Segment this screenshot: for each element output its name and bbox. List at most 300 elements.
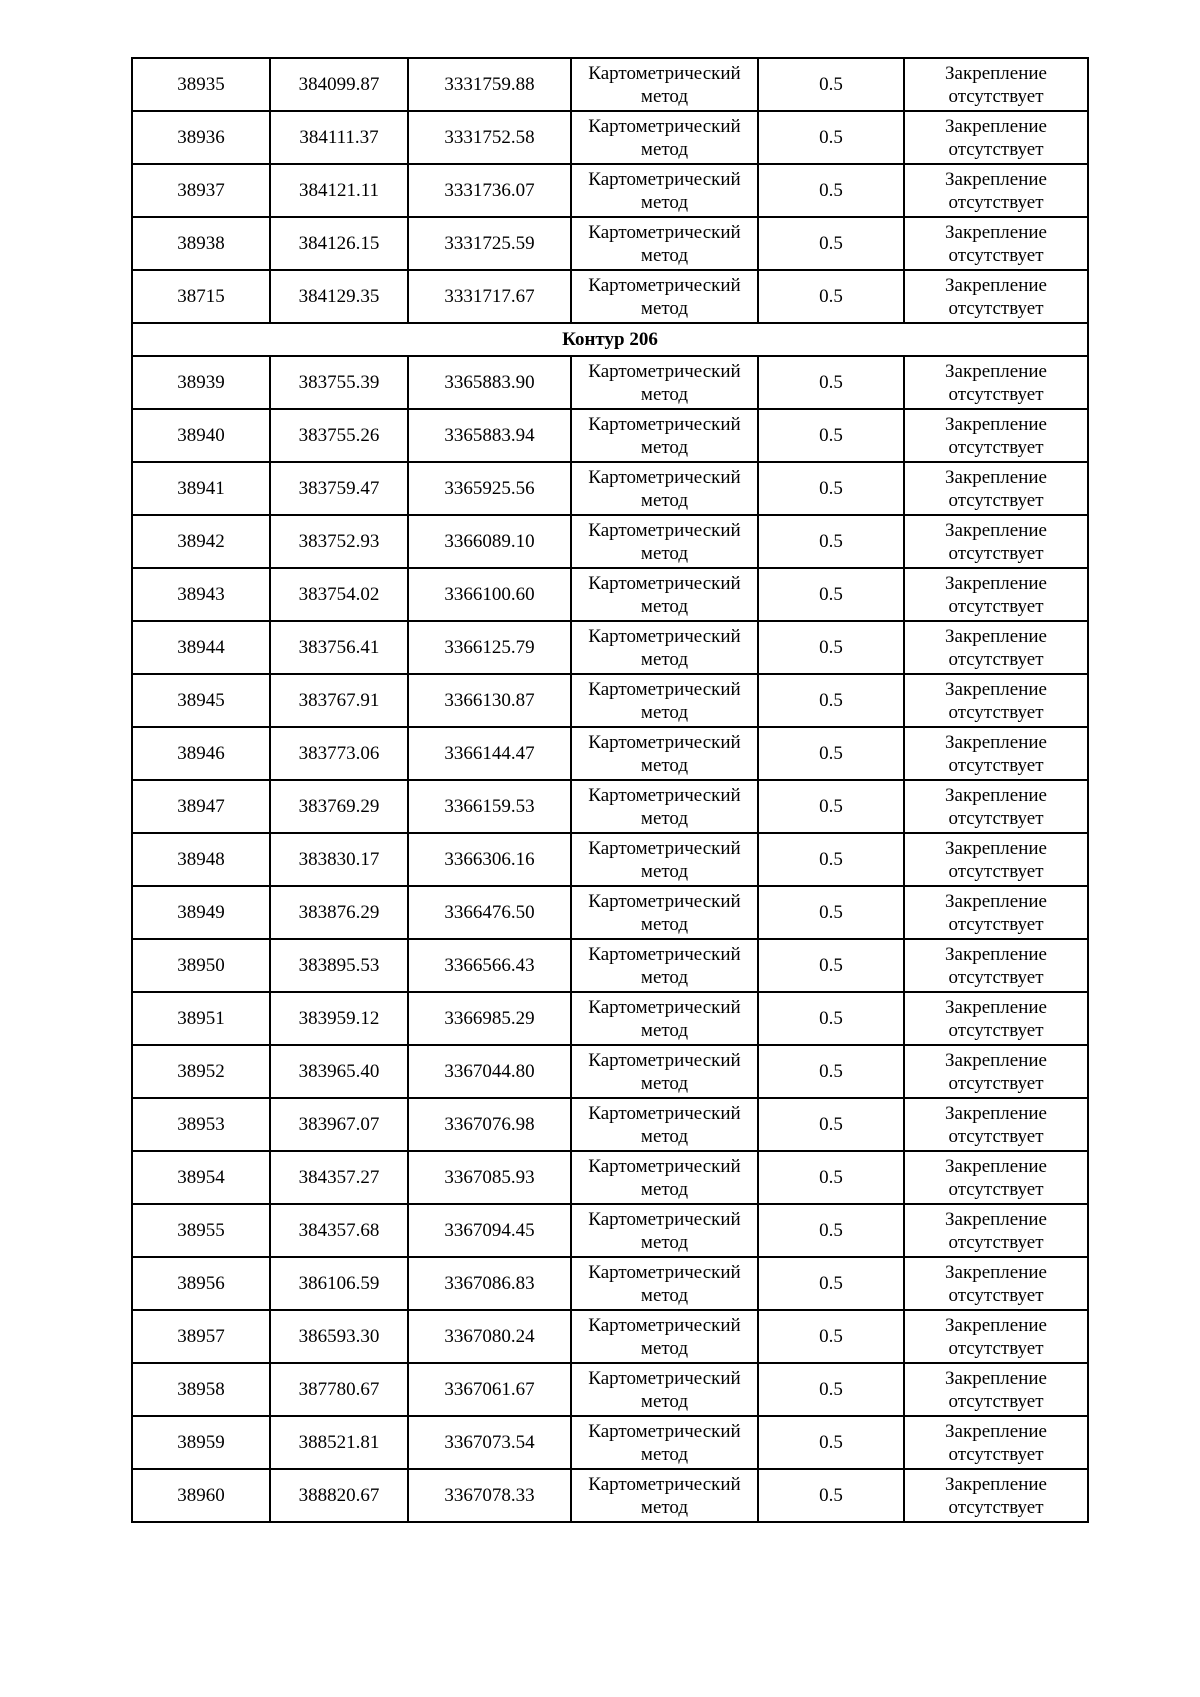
fixing-cell-line: отсутствует [948,1284,1044,1306]
accuracy-cell: 0.5 [758,111,904,164]
method-cell-line: Картометрический [588,221,741,243]
table-row [132,217,1088,270]
method-cell-line: Картометрический [588,274,741,296]
method-cell [571,58,758,111]
fixing-cell [904,992,1088,1045]
fixing-cell [904,58,1088,111]
method-cell-line: Картометрический [588,1155,741,1177]
fixing-cell-line: отсутствует [948,489,1044,511]
y-coordinate-cell: 3365883.90 [408,356,571,409]
point-number-cell: 38942 [132,515,270,568]
method-cell-line: Картометрический [588,168,741,190]
table-row [132,1151,1088,1204]
method-cell-line: Картометрический [588,1473,741,1495]
accuracy-cell: 0.5 [758,1204,904,1257]
method-cell-line: метод [640,1019,689,1041]
fixing-cell [904,886,1088,939]
method-cell-line: Картометрический [588,572,741,594]
fixing-cell-line: отсутствует [948,297,1044,319]
fixing-cell-line: Закрепление [945,572,1047,594]
accuracy-cell: 0.5 [758,1151,904,1204]
fixing-cell-line: отсутствует [948,542,1044,564]
y-coordinate-cell: 3367073.54 [408,1416,571,1469]
x-coordinate-cell: 384129.35 [270,270,408,323]
fixing-cell-line: отсутствует [948,85,1044,107]
table-row [132,992,1088,1045]
method-cell-line: Картометрический [588,943,741,965]
table-row [132,58,1088,111]
fixing-cell-line: отсутствует [948,754,1044,776]
method-cell-line: Картометрический [588,466,741,488]
fixing-cell [904,1151,1088,1204]
accuracy-cell: 0.5 [758,568,904,621]
method-cell-line: Картометрический [588,625,741,647]
method-cell-line: Картометрический [588,360,741,382]
fixing-cell-line: Закрепление [945,1420,1047,1442]
method-cell [571,568,758,621]
fixing-cell-line: Закрепление [945,168,1047,190]
fixing-cell [904,409,1088,462]
y-coordinate-cell: 3366089.10 [408,515,571,568]
x-coordinate-cell: 386106.59 [270,1257,408,1310]
method-cell-line: метод [640,1231,689,1253]
fixing-cell [904,568,1088,621]
accuracy-cell: 0.5 [758,1045,904,1098]
fixing-cell-line: Закрепление [945,1314,1047,1336]
method-cell-line: Картометрический [588,890,741,912]
fixing-cell-line: Закрепление [945,360,1047,382]
fixing-cell-line: отсутствует [948,648,1044,670]
fixing-cell-line: Закрепление [945,519,1047,541]
x-coordinate-cell: 383755.39 [270,356,408,409]
fixing-cell-line: Закрепление [945,678,1047,700]
accuracy-cell: 0.5 [758,1469,904,1522]
fixing-cell-line: Закрепление [945,1208,1047,1230]
table-row [132,939,1088,992]
accuracy-cell: 0.5 [758,727,904,780]
y-coordinate-cell: 3367044.80 [408,1045,571,1098]
fixing-cell [904,1257,1088,1310]
x-coordinate-cell: 383769.29 [270,780,408,833]
fixing-cell [904,111,1088,164]
accuracy-cell: 0.5 [758,621,904,674]
point-number-cell: 38949 [132,886,270,939]
x-coordinate-cell: 383759.47 [270,462,408,515]
point-number-cell: 38956 [132,1257,270,1310]
y-coordinate-cell: 3367085.93 [408,1151,571,1204]
method-cell-line: Картометрический [588,678,741,700]
fixing-cell-line: отсутствует [948,1178,1044,1200]
table-row [132,1416,1088,1469]
y-coordinate-cell: 3366985.29 [408,992,571,1045]
table-row [132,270,1088,323]
accuracy-cell: 0.5 [758,217,904,270]
y-coordinate-cell: 3365883.94 [408,409,571,462]
y-coordinate-cell: 3367061.67 [408,1363,571,1416]
table-row [132,1257,1088,1310]
method-cell [571,462,758,515]
point-number-cell: 38937 [132,164,270,217]
accuracy-cell: 0.5 [758,992,904,1045]
fixing-cell-line: Закрепление [945,837,1047,859]
fixing-cell-line: отсутствует [948,913,1044,935]
accuracy-cell: 0.5 [758,780,904,833]
x-coordinate-cell: 383965.40 [270,1045,408,1098]
method-cell [571,409,758,462]
method-cell-line: Картометрический [588,1420,741,1442]
x-coordinate-cell: 383756.41 [270,621,408,674]
point-number-cell: 38947 [132,780,270,833]
y-coordinate-cell: 3366144.47 [408,727,571,780]
method-cell [571,621,758,674]
method-cell-line: метод [640,595,689,617]
x-coordinate-cell: 384357.68 [270,1204,408,1257]
y-coordinate-cell: 3366100.60 [408,568,571,621]
fixing-cell-line: Закрепление [945,1473,1047,1495]
y-coordinate-cell: 3367086.83 [408,1257,571,1310]
fixing-cell [904,1469,1088,1522]
method-cell-line: метод [640,913,689,935]
y-coordinate-cell: 3367078.33 [408,1469,571,1522]
point-number-cell: 38936 [132,111,270,164]
table-row [132,886,1088,939]
table-row [132,356,1088,409]
method-cell-line: Картометрический [588,1208,741,1230]
section-title: Контур 206 [132,323,1088,356]
x-coordinate-cell: 388820.67 [270,1469,408,1522]
point-number-cell: 38958 [132,1363,270,1416]
fixing-cell-line: отсутствует [948,595,1044,617]
x-coordinate-cell: 383895.53 [270,939,408,992]
fixing-cell-line: отсутствует [948,807,1044,829]
fixing-cell [904,621,1088,674]
fixing-cell-line: Закрепление [945,62,1047,84]
accuracy-cell: 0.5 [758,1098,904,1151]
method-cell [571,1045,758,1098]
x-coordinate-cell: 386593.30 [270,1310,408,1363]
method-cell-line: метод [640,85,689,107]
fixing-cell-line: отсутствует [948,1496,1044,1518]
y-coordinate-cell: 3366130.87 [408,674,571,727]
fixing-cell-line: Закрепление [945,466,1047,488]
method-cell [571,1469,758,1522]
point-number-cell: 38950 [132,939,270,992]
table-row [132,1045,1088,1098]
method-cell [571,886,758,939]
method-cell-line: Картометрический [588,784,741,806]
point-number-cell: 38945 [132,674,270,727]
fixing-cell-line: Закрепление [945,1367,1047,1389]
fixing-cell-line: отсутствует [948,1337,1044,1359]
table-row [132,1469,1088,1522]
method-cell-line: метод [640,1125,689,1147]
y-coordinate-cell: 3331759.88 [408,58,571,111]
method-cell-line: метод [640,754,689,776]
method-cell [571,727,758,780]
fixing-cell-line: отсутствует [948,1390,1044,1412]
coordinates-table-body [132,58,1088,1522]
y-coordinate-cell: 3366159.53 [408,780,571,833]
fixing-cell-line: Закрепление [945,221,1047,243]
fixing-cell-line: Закрепление [945,413,1047,435]
fixing-cell-line: отсутствует [948,436,1044,458]
x-coordinate-cell: 383773.06 [270,727,408,780]
method-cell-line: метод [640,436,689,458]
y-coordinate-cell: 3331717.67 [408,270,571,323]
fixing-cell [904,1045,1088,1098]
method-cell-line: метод [640,191,689,213]
method-cell-line: Картометрический [588,996,741,1018]
accuracy-cell: 0.5 [758,164,904,217]
accuracy-cell: 0.5 [758,409,904,462]
x-coordinate-cell: 383876.29 [270,886,408,939]
fixing-cell [904,1363,1088,1416]
accuracy-cell: 0.5 [758,1310,904,1363]
method-cell-line: Картометрический [588,115,741,137]
method-cell-line: метод [640,138,689,160]
point-number-cell: 38940 [132,409,270,462]
fixing-cell [904,217,1088,270]
method-cell-line: Картометрический [588,519,741,541]
method-cell-line: Картометрический [588,1261,741,1283]
fixing-cell-line: отсутствует [948,966,1044,988]
method-cell [571,992,758,1045]
method-cell-line: метод [640,489,689,511]
point-number-cell: 38957 [132,1310,270,1363]
fixing-cell [904,1310,1088,1363]
fixing-cell-line: Закрепление [945,1155,1047,1177]
table-row [132,1310,1088,1363]
method-cell-line: метод [640,860,689,882]
fixing-cell-line: Закрепление [945,1049,1047,1071]
method-cell [571,111,758,164]
fixing-cell [904,833,1088,886]
method-cell [571,1363,758,1416]
method-cell [571,1204,758,1257]
table-row [132,1204,1088,1257]
method-cell-line: метод [640,1178,689,1200]
method-cell-line: метод [640,966,689,988]
method-cell [571,939,758,992]
table-row [132,780,1088,833]
x-coordinate-cell: 384357.27 [270,1151,408,1204]
accuracy-cell: 0.5 [758,58,904,111]
method-cell-line: Картометрический [588,1049,741,1071]
fixing-cell-line: отсутствует [948,1125,1044,1147]
x-coordinate-cell: 383754.02 [270,568,408,621]
method-cell [571,1257,758,1310]
fixing-cell-line: Закрепление [945,996,1047,1018]
method-cell-line: Картометрический [588,1314,741,1336]
point-number-cell: 38944 [132,621,270,674]
method-cell-line: Картометрический [588,1367,741,1389]
accuracy-cell: 0.5 [758,886,904,939]
table-row [132,621,1088,674]
method-cell [571,515,758,568]
accuracy-cell: 0.5 [758,515,904,568]
fixing-cell-line: отсутствует [948,191,1044,213]
x-coordinate-cell: 383959.12 [270,992,408,1045]
accuracy-cell: 0.5 [758,356,904,409]
fixing-cell [904,515,1088,568]
point-number-cell: 38943 [132,568,270,621]
y-coordinate-cell: 3366476.50 [408,886,571,939]
fixing-cell [904,1098,1088,1151]
method-cell-line: метод [640,1337,689,1359]
method-cell [571,1310,758,1363]
x-coordinate-cell: 387780.67 [270,1363,408,1416]
fixing-cell-line: Закрепление [945,943,1047,965]
method-cell-line: метод [640,1390,689,1412]
fixing-cell-line: Закрепление [945,1102,1047,1124]
accuracy-cell: 0.5 [758,1363,904,1416]
x-coordinate-cell: 383752.93 [270,515,408,568]
point-number-cell: 38935 [132,58,270,111]
table-row [132,409,1088,462]
x-coordinate-cell: 383830.17 [270,833,408,886]
table-row [132,111,1088,164]
accuracy-cell: 0.5 [758,270,904,323]
y-coordinate-cell: 3331752.58 [408,111,571,164]
y-coordinate-cell: 3367094.45 [408,1204,571,1257]
table-row [132,462,1088,515]
point-number-cell: 38959 [132,1416,270,1469]
method-cell-line: метод [640,648,689,670]
fixing-cell-line: отсутствует [948,701,1044,723]
method-cell-line: Картометрический [588,1102,741,1124]
y-coordinate-cell: 3367080.24 [408,1310,571,1363]
method-cell [571,217,758,270]
y-coordinate-cell: 3365925.56 [408,462,571,515]
method-cell-line: метод [640,542,689,564]
fixing-cell-line: отсутствует [948,1443,1044,1465]
fixing-cell-line: Закрепление [945,1261,1047,1283]
accuracy-cell: 0.5 [758,462,904,515]
y-coordinate-cell: 3367076.98 [408,1098,571,1151]
point-number-cell: 38960 [132,1469,270,1522]
method-cell-line: Картометрический [588,62,741,84]
point-number-cell: 38938 [132,217,270,270]
point-number-cell: 38952 [132,1045,270,1098]
x-coordinate-cell: 388521.81 [270,1416,408,1469]
method-cell-line: Картометрический [588,731,741,753]
method-cell [571,164,758,217]
y-coordinate-cell: 3331725.59 [408,217,571,270]
method-cell [571,1098,758,1151]
table-row [132,1098,1088,1151]
fixing-cell [904,270,1088,323]
fixing-cell [904,1416,1088,1469]
method-cell [571,356,758,409]
method-cell [571,1416,758,1469]
x-coordinate-cell: 384099.87 [270,58,408,111]
fixing-cell-line: Закрепление [945,784,1047,806]
x-coordinate-cell: 384126.15 [270,217,408,270]
fixing-cell-line: отсутствует [948,1072,1044,1094]
x-coordinate-cell: 383755.26 [270,409,408,462]
y-coordinate-cell: 3366566.43 [408,939,571,992]
y-coordinate-cell: 3366125.79 [408,621,571,674]
point-number-cell: 38946 [132,727,270,780]
accuracy-cell: 0.5 [758,939,904,992]
coordinates-table [131,57,1089,1523]
method-cell-line: метод [640,1443,689,1465]
fixing-cell-line: Закрепление [945,274,1047,296]
accuracy-cell: 0.5 [758,674,904,727]
table-row [132,164,1088,217]
table-row [132,568,1088,621]
accuracy-cell: 0.5 [758,1257,904,1310]
fixing-cell [904,164,1088,217]
point-number-cell: 38955 [132,1204,270,1257]
fixing-cell [904,1204,1088,1257]
table-row [132,674,1088,727]
point-number-cell: 38939 [132,356,270,409]
y-coordinate-cell: 3366306.16 [408,833,571,886]
method-cell-line: метод [640,807,689,829]
fixing-cell-line: Закрепление [945,890,1047,912]
method-cell-line: Картометрический [588,837,741,859]
method-cell-line: метод [640,1496,689,1518]
method-cell [571,674,758,727]
x-coordinate-cell: 383767.91 [270,674,408,727]
fixing-cell [904,727,1088,780]
y-coordinate-cell: 3331736.07 [408,164,571,217]
x-coordinate-cell: 384121.11 [270,164,408,217]
method-cell-line: метод [640,1072,689,1094]
method-cell [571,270,758,323]
fixing-cell [904,462,1088,515]
section-header-row [132,323,1088,356]
point-number-cell: 38954 [132,1151,270,1204]
point-number-cell: 38951 [132,992,270,1045]
fixing-cell-line: отсутствует [948,244,1044,266]
method-cell [571,833,758,886]
method-cell [571,1151,758,1204]
fixing-cell-line: отсутствует [948,1231,1044,1253]
fixing-cell-line: Закрепление [945,625,1047,647]
table-row [132,515,1088,568]
fixing-cell [904,674,1088,727]
method-cell [571,780,758,833]
point-number-cell: 38948 [132,833,270,886]
x-coordinate-cell: 384111.37 [270,111,408,164]
method-cell-line: метод [640,383,689,405]
table-row [132,727,1088,780]
fixing-cell-line: Закрепление [945,115,1047,137]
accuracy-cell: 0.5 [758,833,904,886]
method-cell-line: метод [640,297,689,319]
method-cell-line: Картометрический [588,413,741,435]
fixing-cell-line: отсутствует [948,138,1044,160]
method-cell-line: метод [640,244,689,266]
fixing-cell [904,939,1088,992]
fixing-cell [904,780,1088,833]
accuracy-cell: 0.5 [758,1416,904,1469]
fixing-cell-line: отсутствует [948,383,1044,405]
point-number-cell: 38953 [132,1098,270,1151]
fixing-cell-line: отсутствует [948,860,1044,882]
x-coordinate-cell: 383967.07 [270,1098,408,1151]
method-cell-line: метод [640,701,689,723]
method-cell-line: метод [640,1284,689,1306]
fixing-cell-line: отсутствует [948,1019,1044,1041]
point-number-cell: 38715 [132,270,270,323]
table-row [132,833,1088,886]
fixing-cell-line: Закрепление [945,731,1047,753]
fixing-cell [904,356,1088,409]
table-row [132,1363,1088,1416]
